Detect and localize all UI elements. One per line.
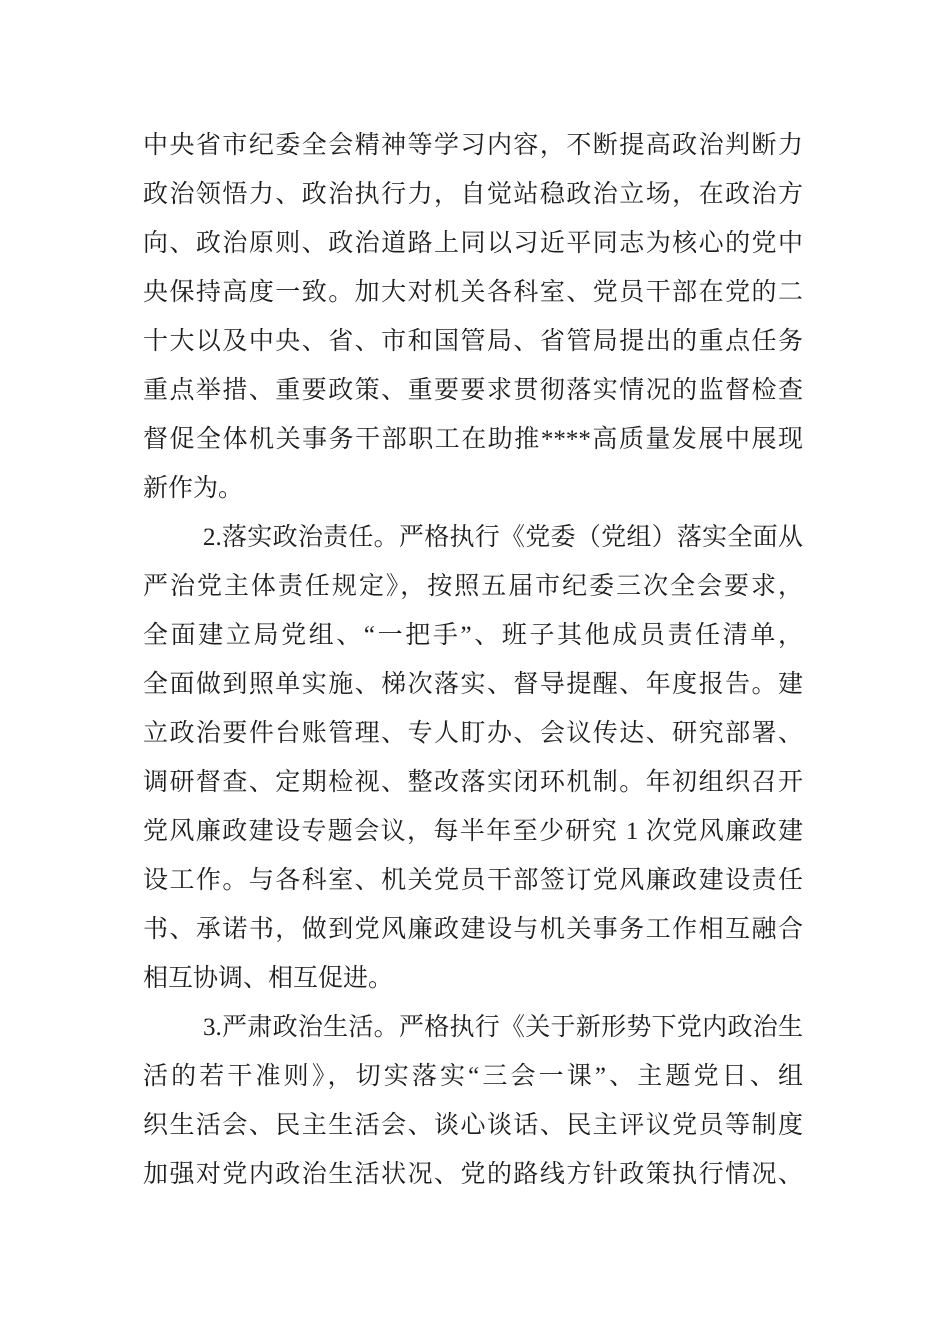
text-line: 向、政治原则、政治道路上同以习近平同志为核心的党中	[143, 230, 803, 257]
text-line: 书、承诺书，做到党风廉政建设与机关事务工作相互融合	[143, 916, 803, 943]
text-line: 全面做到照单实施、梯次落实、督导提醒、年度报告。建	[143, 671, 803, 698]
text-line: 设工作。与各科室、机关党员干部签订党风廉政建设责任	[143, 867, 803, 894]
text-line: 全面建立局党组、“一把手”、班子其他成员责任清单，	[143, 622, 803, 649]
text-line: 十大以及中央、省、市和国管局、省管局提出的重点任务	[143, 328, 803, 355]
text-line: 中央省市纪委全会精神等学习内容，不断提高政治判断力	[143, 132, 803, 159]
text-line: 织生活会、民主生活会、谈心谈话、民主评议党员等制度	[143, 1112, 803, 1139]
paragraph-end-line: 相互协调、相互促进。	[143, 965, 394, 992]
text-line: 党风廉政建设专题会议，每半年至少研究 1 次党风廉政建	[143, 818, 803, 845]
text-line: 政治领悟力、政治执行力，自觉站稳政治立场，在政治方	[143, 181, 803, 208]
text-line: 重点举措、重要政策、重要要求贯彻落实情况的监督检查	[143, 377, 803, 404]
paragraph-start-line-3: 3.严肃政治生活。严格执行《关于新形势下党内政治生	[203, 1014, 803, 1041]
text-line: 督促全体机关事务干部职工在助推****高质量发展中展现	[143, 426, 803, 453]
document-body	[143, 121, 803, 1199]
text-line: 立政治要件台账管理、专人盯办、会议传达、研究部署、	[143, 720, 803, 747]
text-line: 央保持高度一致。加大对机关各科室、党员干部在党的二	[143, 279, 803, 306]
text-line: 调研督查、定期检视、整改落实闭环机制。年初组织召开	[143, 769, 803, 796]
paragraph-end-line: 新作为。	[143, 475, 244, 502]
text-line: 加强对党内政治生活状况、党的路线方针政策执行情况、	[143, 1161, 803, 1188]
paragraph-start-line-2: 2.落实政治责任。严格执行《党委（党组）落实全面从	[203, 524, 803, 551]
text-line: 严治党主体责任规定》，按照五届市纪委三次全会要求，	[143, 573, 803, 600]
text-line: 活的若干准则》，切实落实“三会一课”、主题党日、组	[143, 1063, 803, 1090]
